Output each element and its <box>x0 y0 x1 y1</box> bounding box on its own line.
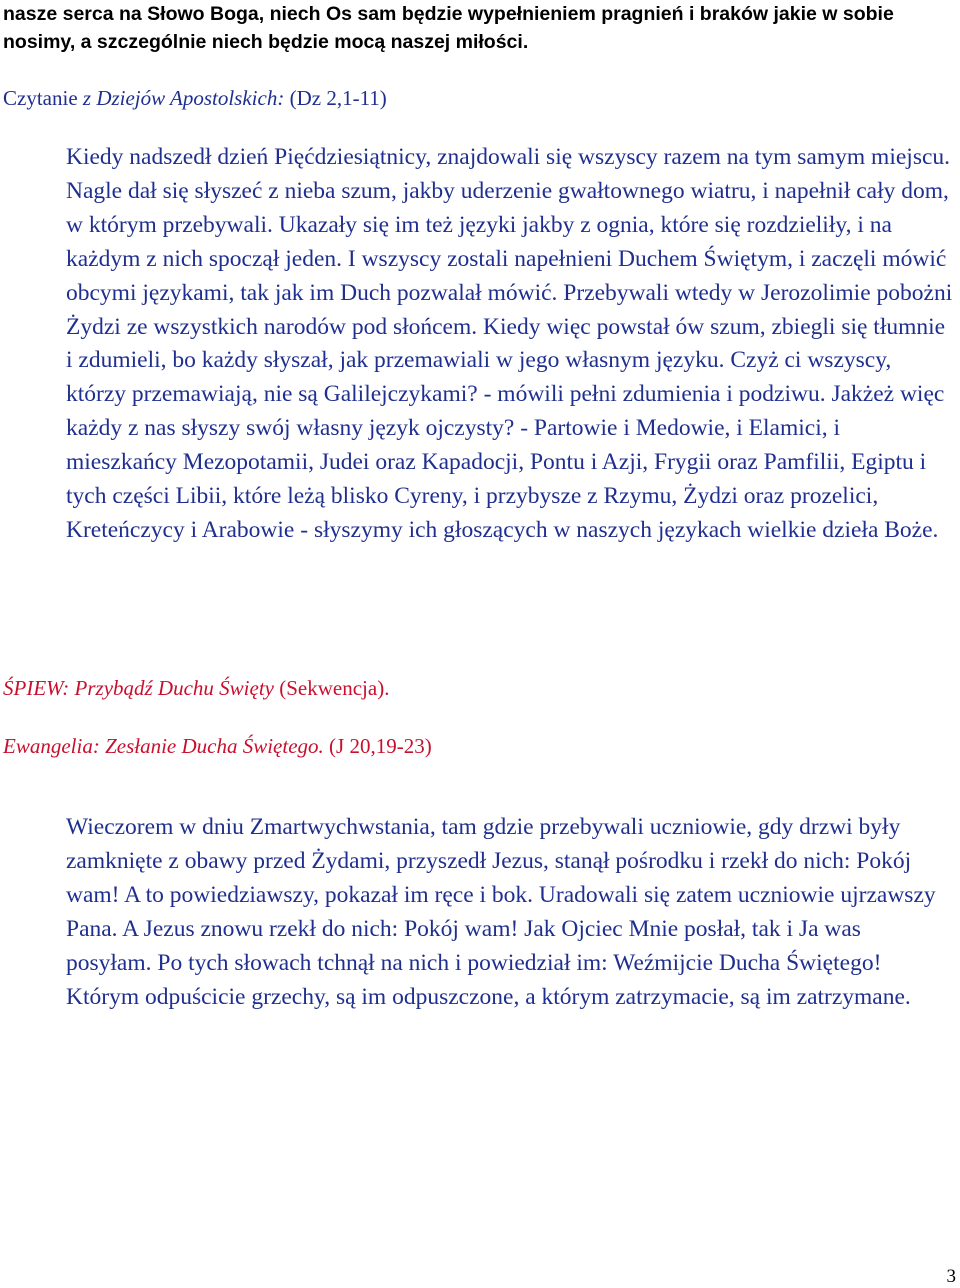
spiew-title: ŚPIEW: Przybądź Duchu Święty <box>3 676 274 700</box>
intro-paragraph: nasze serca na Słowo Boga, niech Os sam będzie wypełnieniem pragnień i braków jakie w sobie nosimy, a szczególnie niech będzie mocą naszej miłości. <box>3 3 894 53</box>
gospel-reference: (J 20,19-23) <box>323 734 432 758</box>
reading-prefix: Czytanie <box>3 86 83 110</box>
reading-reference: (Dz 2,1-11) <box>284 86 387 110</box>
reading-text: Kiedy nadszedł dzień Pięćdziesiątnicy, znajdowali się wszyscy razem na tym samym miejscu. Nagle dał się słyszeć z nieba szum, jakby uderzenie gwałtownego wiatru, i napełnił cały dom, w którym przebywali. Ukazały się im też języki jakby z ognia, które się rozdzieliły, i na każdym z nich spoczął jeden. I wszyscy zostali napełnieni Duchem Świętym, i zaczęli mówić obcymi językami, tak jak im Duch pozwalał mówić. Przebywali wtedy w Jerozolimie pobożni Żydzi ze wszystkich narodów pod słońcem. Kiedy więc powstał ów szum, zbiegli się tłumnie i zdumieli, bo każdy słyszał, jak przemawiali w jego własnym języku. Czyż ci wszyscy, którzy przemawiają, nie są Galilejczykami? - mówili pełni zdumienia i podziwu. Jakżeż więc każdy z nas słyszy swój własny język ojczysty? - Partowie i Medowie, i Elamici, i mieszkańcy Mezopotamii, Judei oraz Kapadocji, Pontu i Azji, Frygii oraz Pamfilii, Egiptu i tych części Libii, które leżą blisko Cyreny, i przybysze z Rzymu, Żydzi oraz prozelici, Kreteńczycy i Arabowie - słyszymy ich głoszących w naszych językach wielkie dzieła Boże. <box>66 144 953 543</box>
gospel-title: Ewangelia: Zesłanie Ducha Świętego. <box>3 734 324 758</box>
gospel-text: Wieczorem w dniu Zmartwychwstania, tam gdzie przebywali uczniowie, gdy drzwi były zamknięte z obawy przed Żydami, przyszedł Jezus, stanął pośrodku i rzekł do nich: Pokój wam! A to powiedziawszy, pokazał im ręce i bok. Uradowali się zatem uczniowie ujrzawszy Pana. A Jezus znowu rzekł do nich: Pokój wam! Jak Ojciec Mnie posłał, tak i Ja was posyłam. Po tych słowach tchnął na nich i powiedział im: Weźmijcie Ducha Świętego! Którym odpuścicie grzechy, są im odpuszczone, a którym zatrzymacie, są im zatrzymane. <box>66 814 936 1010</box>
reading-heading <box>3 84 953 112</box>
gospel-heading <box>3 732 953 760</box>
spiew-heading <box>3 674 953 702</box>
page-number: 3 <box>946 1266 956 1287</box>
reading-title: z Dziejów Apostolskich: <box>82 86 285 110</box>
spiew-suffix: (Sekwencja). <box>274 676 390 700</box>
